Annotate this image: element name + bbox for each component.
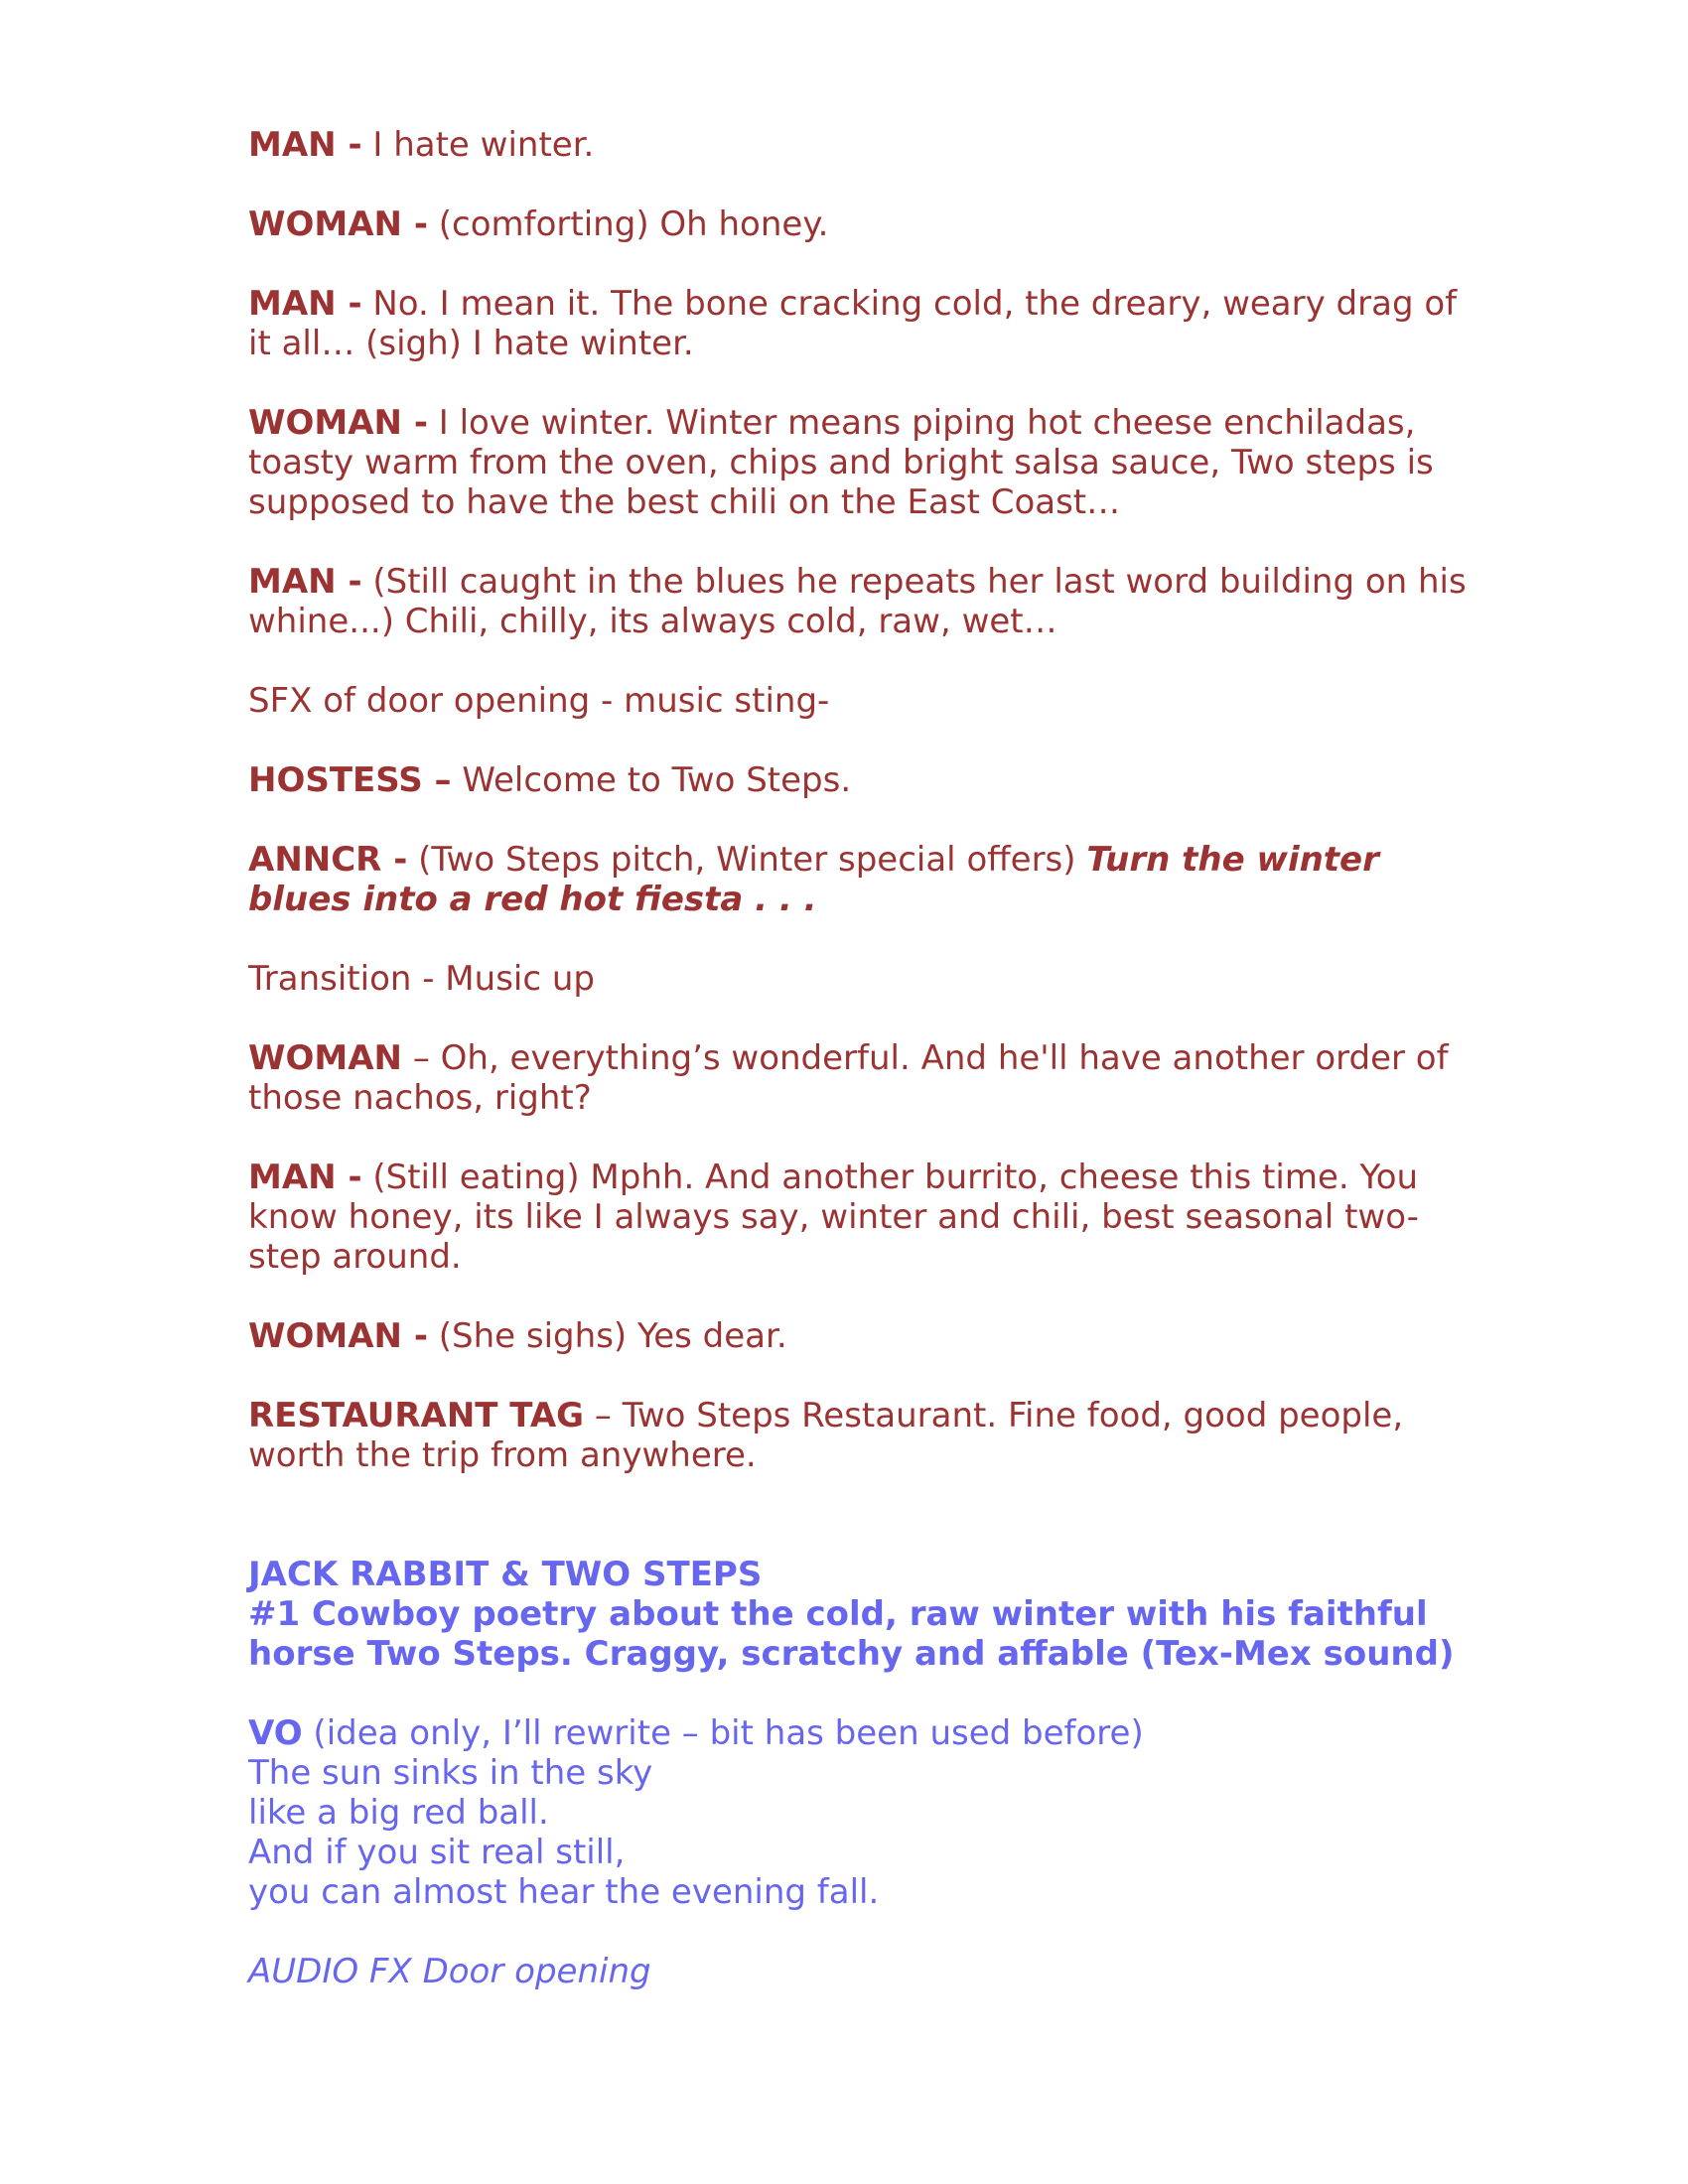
poem-line: The sun sinks in the sky bbox=[248, 1753, 653, 1793]
poem-line: like a big red ball. bbox=[248, 1793, 549, 1833]
concept-header bbox=[248, 1555, 1470, 1674]
dialogue-text: I love winter. Winter means piping hot cheese enchiladas, toasty warm from the oven, chips and bright salsa sauce, Two steps is supposed to have the best chili on the East Coast… bbox=[248, 403, 1434, 522]
speaker-label: WOMAN - bbox=[248, 205, 428, 244]
speaker-label: MAN - bbox=[248, 1158, 362, 1197]
script-line bbox=[248, 840, 1470, 919]
poem-line: And if you sit real still, bbox=[248, 1833, 626, 1872]
speaker-label: WOMAN - bbox=[248, 1316, 428, 1356]
sound-effect-line bbox=[248, 681, 1470, 721]
concept-title: JACK RABBIT & TWO STEPS bbox=[248, 1555, 763, 1594]
script-line bbox=[248, 403, 1470, 522]
speaker-label: HOSTESS – bbox=[248, 760, 452, 800]
audio-fx-line: AUDIO FX Door opening bbox=[248, 1952, 651, 1991]
speaker-label: MAN - bbox=[248, 562, 362, 602]
poem-line: you can almost hear the evening fall. bbox=[248, 1872, 880, 1912]
script-line bbox=[248, 205, 1470, 244]
script-line bbox=[248, 125, 1470, 165]
script-line bbox=[248, 562, 1470, 641]
transition-line bbox=[248, 959, 1470, 999]
speaker-label: WOMAN - bbox=[248, 403, 428, 443]
script-line bbox=[248, 1316, 1470, 1356]
stage-direction-text: Transition - Music up bbox=[248, 959, 595, 999]
dialogue-text: (Still caught in the blues he repeats her last word building on his whine...) Chili, chilly, its always cold, raw, wet… bbox=[248, 562, 1467, 641]
speaker-label: ANNCR - bbox=[248, 840, 408, 880]
dialogue-text: I hate winter. bbox=[361, 125, 595, 165]
script-line bbox=[248, 760, 1470, 800]
dialogue-text: (She sighs) Yes dear. bbox=[427, 1316, 787, 1356]
dialogue-text: (comforting) Oh honey. bbox=[427, 205, 829, 244]
dialogue-text: – Oh, everything’s wonderful. And he'll have another order of those nachos, right? bbox=[248, 1038, 1449, 1118]
speaker-label: MAN - bbox=[248, 125, 362, 165]
script-line bbox=[248, 1396, 1470, 1475]
dialogue-text: (Still eating) Mphh. And another burrito, cheese this time. You know honey, its like I always say, winter and chili, best seasonal two-step around. bbox=[248, 1158, 1419, 1277]
tagline-emphasis: Turn the winter blues into a red hot fiesta . . . bbox=[248, 840, 1379, 919]
vo-line bbox=[248, 1713, 1470, 1753]
vo-note: (idea only, I’ll rewrite – bit has been used before) bbox=[302, 1713, 1144, 1753]
speaker-label: RESTAURANT TAG bbox=[248, 1396, 585, 1435]
speaker-label: WOMAN bbox=[248, 1038, 403, 1078]
document-page bbox=[248, 125, 1470, 2031]
speaker-label: MAN - bbox=[248, 284, 362, 324]
dialogue-text: – Two Steps Restaurant. Fine food, good people, worth the trip from anywhere. bbox=[248, 1396, 1404, 1475]
dialogue-text: No. I mean it. The bone cracking cold, the dreary, weary drag of it all… (sigh) I hate winter. bbox=[248, 284, 1458, 363]
dialogue-text: Welcome to Two Steps. bbox=[451, 760, 852, 800]
stage-direction-text: SFX of door opening - music sting- bbox=[248, 681, 830, 721]
vo-label: VO bbox=[248, 1713, 303, 1753]
script-line bbox=[248, 284, 1470, 363]
concept-description: #1 Cowboy poetry about the cold, raw winter with his faithful horse Two Steps. Craggy, scratchy and affable (Tex-Mex sound) bbox=[248, 1594, 1455, 1674]
dialogue-text: (Two Steps pitch, Winter special offers) bbox=[407, 840, 1087, 880]
script-line bbox=[248, 1158, 1470, 1277]
script-line bbox=[248, 1038, 1470, 1118]
voiceover-block bbox=[248, 1713, 1470, 1912]
